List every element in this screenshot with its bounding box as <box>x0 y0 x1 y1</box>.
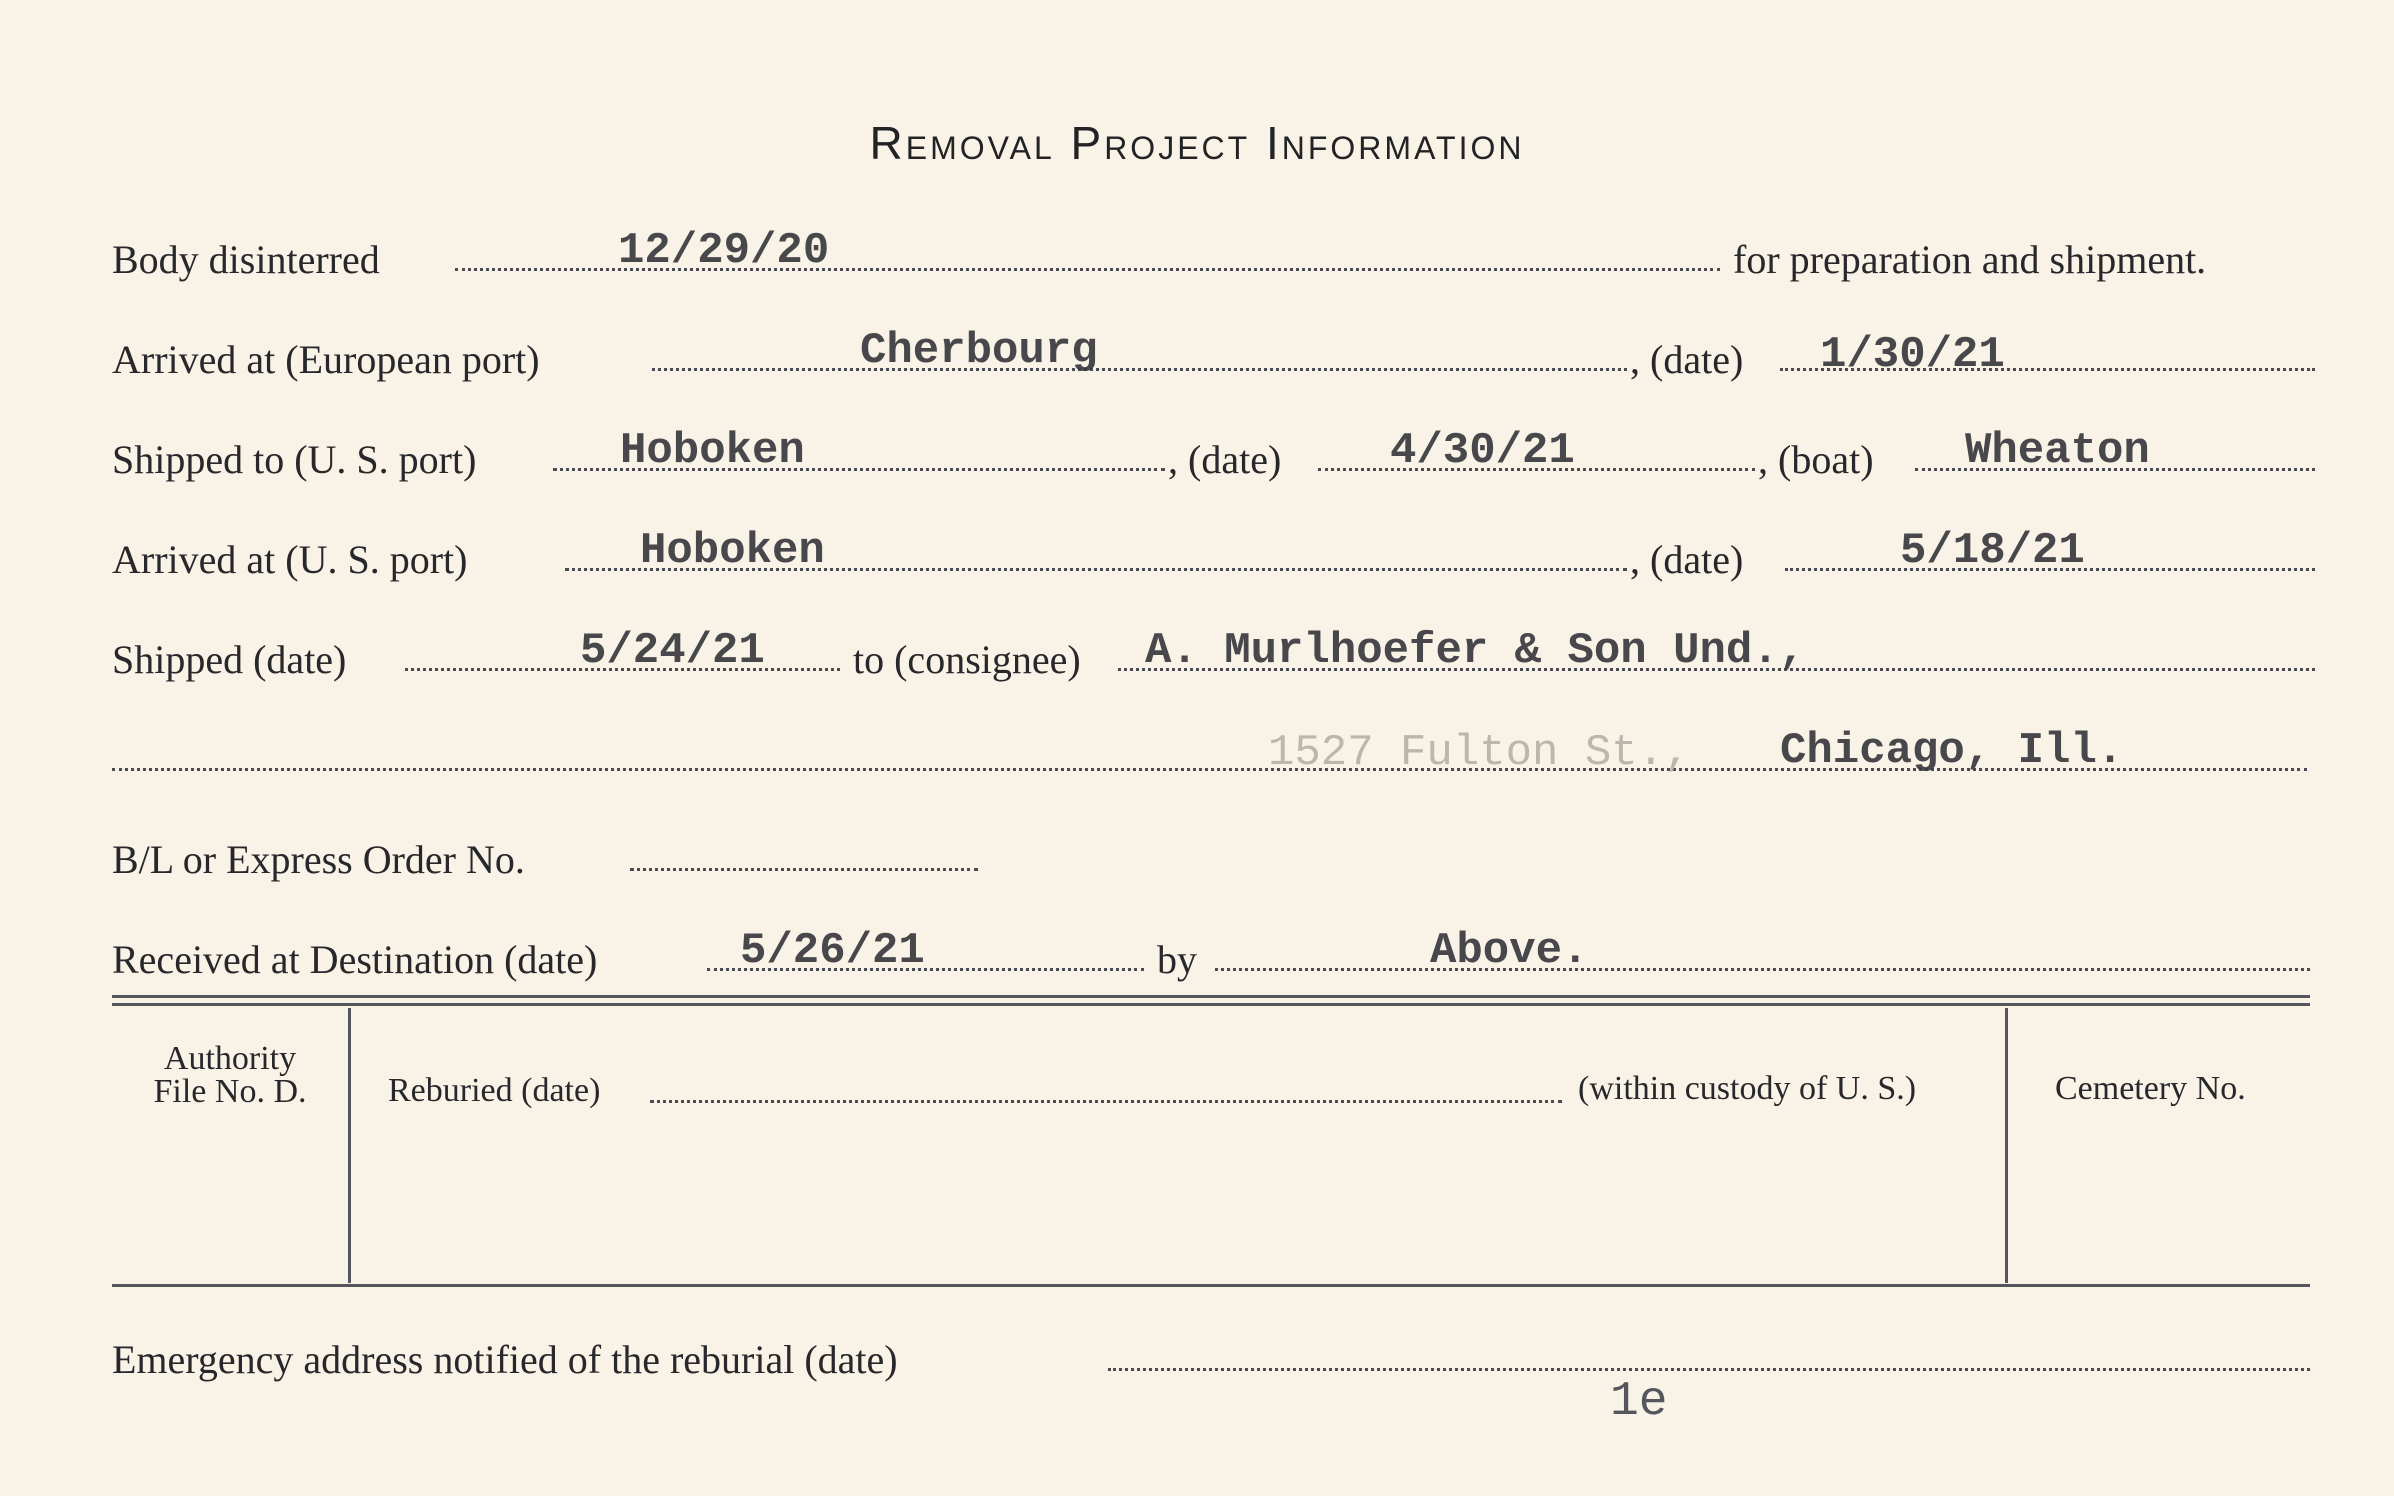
disinterred-suffix: for preparation and shipment. <box>1733 237 2207 282</box>
cemetery-no-label: Cemetery No. <box>2055 1070 2246 1107</box>
consignee-street: 1527 Fulton St., <box>1268 728 1691 778</box>
authority-label: Authority <box>163 1040 297 1077</box>
shipped-us-port-label: Shipped to (U. S. port) <box>112 437 477 482</box>
european-date-label: , (date) <box>1630 337 1744 382</box>
table-top-rule-1 <box>112 995 2310 998</box>
table-bottom-rule <box>112 1284 2310 1287</box>
european-port-value: Cherbourg <box>860 326 1098 376</box>
boat-label: , (boat) <box>1758 437 1874 482</box>
arrived-us-date-value: 5/18/21 <box>1900 526 2085 576</box>
shipped-us-port-value: Hoboken <box>620 426 805 476</box>
bl-label: B/L or Express Order No. <box>112 837 525 882</box>
table-top-rule-2 <box>112 1003 2310 1006</box>
arrived-us-port-label: Arrived at (U. S. port) <box>112 537 468 582</box>
received-by-line <box>1215 968 2310 971</box>
reburied-line <box>650 1100 1562 1103</box>
european-date-value: 1/30/21 <box>1820 330 2005 380</box>
arrived-us-date-label: , (date) <box>1630 537 1744 582</box>
received-by-value: Above. <box>1430 926 1589 976</box>
consignee-value: A. Murlhoefer & Son Und., <box>1145 626 1806 676</box>
table-divider-right <box>2005 1008 2008 1283</box>
bl-line <box>630 868 978 871</box>
shipped-date-label: Shipped (date) <box>112 637 347 682</box>
file-no-label: File No. D. <box>153 1073 307 1110</box>
boat-value: Wheaton <box>1965 426 2150 476</box>
disinterred-date: 12/29/20 <box>618 226 830 276</box>
arrived-us-port-value: Hoboken <box>640 526 825 576</box>
received-date: 5/26/21 <box>740 926 925 976</box>
card-title: Removal Project Information <box>869 117 1525 169</box>
emergency-label: Emergency address notified of the reburial (date) <box>112 1337 898 1382</box>
consignee-label: to (consignee) <box>853 637 1081 682</box>
reburied-label: Reburied (date) <box>388 1072 601 1109</box>
shipped-us-date-label: , (date) <box>1168 437 1282 482</box>
table-divider-left <box>348 1008 351 1283</box>
shipped-date-value: 5/24/21 <box>580 626 765 676</box>
european-port-line <box>652 368 1627 371</box>
emergency-line <box>1108 1368 2310 1371</box>
received-label: Received at Destination (date) <box>112 937 598 982</box>
pencil-mark: 1e <box>1610 1375 1668 1429</box>
consignee-city: Chicago, Ill. <box>1780 726 2124 776</box>
disinterred-label: Body disinterred <box>112 237 380 282</box>
shipped-us-date-value: 4/30/21 <box>1390 426 1575 476</box>
custody-label: (within custody of U. S.) <box>1578 1070 1917 1107</box>
european-port-label: Arrived at (European port) <box>112 337 540 382</box>
received-by-label: by <box>1157 937 1197 982</box>
